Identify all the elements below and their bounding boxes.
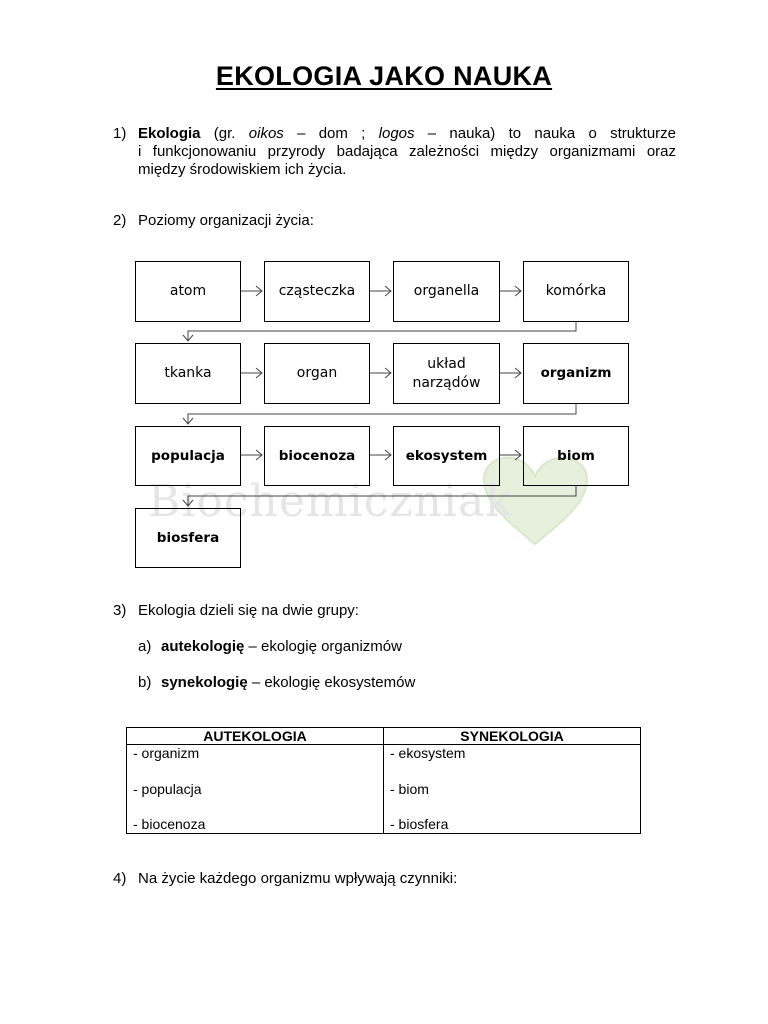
section-3-text: Ekologia dzieli się na dwie grupy: <box>138 602 359 619</box>
item-a-text <box>161 638 402 656</box>
level-box-biocenoza: biocenoza <box>264 426 370 486</box>
level-box-uklad-narzadow: układ narządów <box>393 343 500 404</box>
level-box-organ: organ <box>264 343 370 404</box>
definition-text: – nauka) to nauka o strukturze <box>414 125 676 142</box>
table-cell-synekologia <box>384 745 641 834</box>
item-b-text <box>161 674 415 692</box>
synekologia-definition: – ekologię ekosystemów <box>247 674 416 691</box>
section-4-number: 4) <box>113 870 127 887</box>
gr-text: (gr. <box>200 125 249 142</box>
item-b-label: b) <box>138 674 152 691</box>
dom-text: – dom ; <box>283 125 379 142</box>
level-box-organella: organella <box>393 261 500 322</box>
level-box-biosfera: biosfera <box>135 508 241 568</box>
list-item: - biocenoza <box>133 816 206 832</box>
table-header-autekologia: AUTEKOLOGIA <box>127 728 384 745</box>
item-a-label: a) <box>138 638 152 655</box>
section-3-number: 3) <box>113 602 127 619</box>
ekologia-term: Ekologia <box>138 125 201 142</box>
table-row <box>127 745 641 834</box>
page-title: EKOLOGIA JAKO NAUKA <box>215 61 553 91</box>
level-box-komorka: komórka <box>523 261 629 322</box>
synekologia-term: synekologię <box>161 674 248 691</box>
autekologia-definition: – ekologię organizmów <box>244 638 402 655</box>
list-item: - biom <box>390 780 429 797</box>
list-item: - populacja <box>133 780 202 797</box>
list-item: - organizm <box>133 745 200 761</box>
oikos-term: oikos <box>248 125 284 142</box>
list-item: - ekosystem <box>390 745 466 761</box>
table-header-row <box>127 728 641 745</box>
level-box-populacja: populacja <box>135 426 241 486</box>
level-box-ekosystem: ekosystem <box>393 426 500 486</box>
table-header-synekologia: SYNEKOLOGIA <box>384 728 641 745</box>
level-box-tkanka: tkanka <box>135 343 241 404</box>
table-cell-autekologia <box>127 745 384 834</box>
level-box-czasteczka: cząsteczka <box>264 261 370 322</box>
section-4-text: Na życie każdego organizmu wpływają czynniki: <box>138 870 458 887</box>
autekologia-term: autekologię <box>161 638 245 655</box>
section-2-number: 2) <box>113 212 127 229</box>
level-box-biom: biom <box>523 426 629 486</box>
list-item: - biosfera <box>390 816 449 832</box>
comparison-table <box>126 727 641 834</box>
section-2-text: Poziomy organizacji życia: <box>138 212 314 229</box>
section-1-number: 1) <box>113 125 127 142</box>
section-1-line-3: między środowiskiem ich życia. <box>138 161 347 178</box>
section-1-line-2: i funkcjonowaniu przyrody badająca zależności między organizmami oraz <box>138 143 676 160</box>
level-box-atom: atom <box>135 261 241 322</box>
level-box-organizm: organizm <box>523 343 629 404</box>
watermark-text: Biochemiczniak <box>148 476 513 527</box>
logos-term: logos <box>378 125 415 142</box>
